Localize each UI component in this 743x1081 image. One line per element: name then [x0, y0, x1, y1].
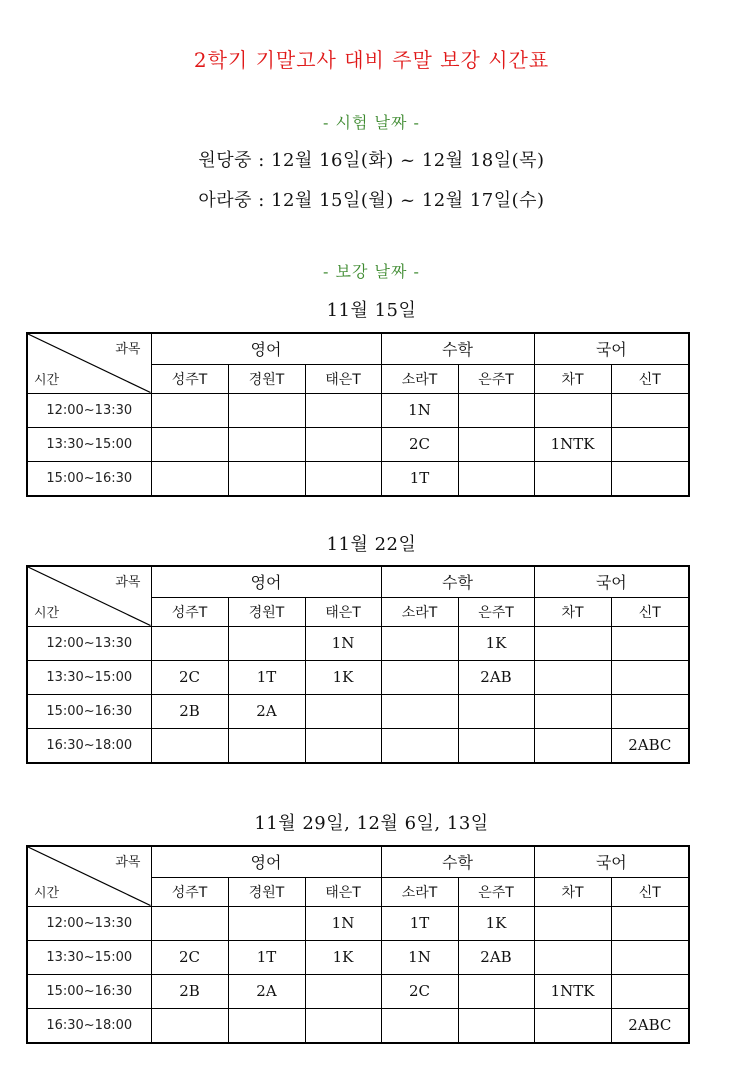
class-cell: [611, 940, 689, 974]
class-cell: 1T: [381, 461, 458, 496]
time-slot: 15:00~16:30: [27, 461, 151, 496]
class-cell: [381, 660, 458, 694]
class-cell: [305, 393, 381, 427]
table-row: [27, 974, 689, 1008]
table-row: [27, 940, 689, 974]
corner-header: [27, 846, 151, 906]
table-row: [27, 660, 689, 694]
class-cell: [305, 974, 381, 1008]
table-row: [27, 728, 689, 763]
class-cell: [228, 906, 305, 940]
class-cell: 2C: [151, 660, 228, 694]
teacher-header: 태은T: [305, 597, 381, 626]
class-cell: 1NTK: [534, 427, 611, 461]
schedule-date: 11월 15일: [326, 300, 417, 321]
class-cell: [151, 427, 228, 461]
class-cell: 1N: [381, 940, 458, 974]
class-cell: [151, 906, 228, 940]
class-cell: [381, 1008, 458, 1043]
class-cell: [534, 694, 611, 728]
class-cell: 2B: [151, 694, 228, 728]
class-cell: 1K: [305, 660, 381, 694]
class-cell: 2A: [228, 694, 305, 728]
class-cell: [305, 728, 381, 763]
time-slot: 12:00~13:30: [27, 626, 151, 660]
time-slot: 12:00~13:30: [27, 393, 151, 427]
time-slot: 13:30~15:00: [27, 660, 151, 694]
exam-date-line: 아라중 : 12월 15일(월) ~ 12월 17일(수): [198, 190, 545, 211]
class-cell: [534, 906, 611, 940]
corner-subject-label: 과목: [115, 342, 141, 357]
class-cell: [305, 1008, 381, 1043]
teacher-header: 태은T: [305, 364, 381, 393]
subject-header: 영어: [151, 566, 381, 597]
class-cell: [228, 1008, 305, 1043]
class-cell: 1T: [381, 906, 458, 940]
table-row: [27, 626, 689, 660]
subject-header: 국어: [534, 846, 689, 877]
teacher-header: 경원T: [228, 364, 305, 393]
teacher-header: 차T: [534, 877, 611, 906]
class-cell: [611, 427, 689, 461]
teacher-header: 은주T: [458, 877, 534, 906]
class-cell: 1NTK: [534, 974, 611, 1008]
corner-subject-label: 과목: [115, 855, 141, 870]
class-cell: [151, 461, 228, 496]
teacher-header: 차T: [534, 364, 611, 393]
corner-time-label: 시간: [34, 605, 60, 621]
class-cell: [305, 427, 381, 461]
time-slot: 16:30~18:00: [27, 1008, 151, 1043]
time-slot: 15:00~16:30: [27, 974, 151, 1008]
teacher-header: 신T: [611, 364, 689, 393]
corner-header: [27, 333, 151, 393]
class-cell: [458, 461, 534, 496]
class-cell: 1N: [305, 906, 381, 940]
teacher-header: 경원T: [228, 877, 305, 906]
teacher-header: 성주T: [151, 597, 228, 626]
class-cell: 1N: [381, 393, 458, 427]
class-cell: [611, 461, 689, 496]
teacher-header: 성주T: [151, 877, 228, 906]
class-cell: 2B: [151, 974, 228, 1008]
class-cell: [458, 393, 534, 427]
class-cell: [151, 626, 228, 660]
teacher-header: 경원T: [228, 597, 305, 626]
teacher-header: 은주T: [458, 597, 534, 626]
time-slot: 13:30~15:00: [27, 427, 151, 461]
class-cell: 2ABC: [611, 1008, 689, 1043]
subject-header: 수학: [381, 566, 534, 597]
teacher-header: 차T: [534, 597, 611, 626]
teacher-header: 소라T: [381, 364, 458, 393]
class-cell: [534, 626, 611, 660]
class-cell: [228, 393, 305, 427]
class-cell: [305, 694, 381, 728]
class-cell: [458, 427, 534, 461]
time-slot: 13:30~15:00: [27, 940, 151, 974]
class-cell: [611, 694, 689, 728]
exam-date-heading: - 시험 날짜 -: [323, 113, 420, 132]
class-cell: [151, 393, 228, 427]
corner-time-label: 시간: [34, 885, 60, 901]
corner-subject-label: 과목: [115, 575, 141, 590]
class-cell: 1N: [305, 626, 381, 660]
class-cell: 1K: [305, 940, 381, 974]
class-cell: 1T: [228, 660, 305, 694]
class-cell: 2AB: [458, 660, 534, 694]
class-cell: [611, 974, 689, 1008]
corner-time-label: 시간: [34, 372, 60, 388]
schedule-table: [26, 565, 690, 764]
class-cell: [151, 728, 228, 763]
table-row: [27, 1008, 689, 1043]
class-cell: [534, 461, 611, 496]
class-cell: 2C: [381, 427, 458, 461]
subject-header: 수학: [381, 846, 534, 877]
class-cell: [611, 626, 689, 660]
subject-header: 국어: [534, 333, 689, 364]
class-cell: [381, 626, 458, 660]
class-cell: [381, 694, 458, 728]
schedule-table: [26, 332, 690, 497]
class-cell: 1K: [458, 906, 534, 940]
exam-date-line: 원당중 : 12월 16일(화) ~ 12월 18일(목): [198, 150, 545, 171]
subject-header: 영어: [151, 846, 381, 877]
time-slot: 16:30~18:00: [27, 728, 151, 763]
time-slot: 12:00~13:30: [27, 906, 151, 940]
class-cell: 2AB: [458, 940, 534, 974]
class-cell: [228, 461, 305, 496]
table-row: [27, 694, 689, 728]
class-cell: [611, 906, 689, 940]
table-row: [27, 906, 689, 940]
class-cell: [458, 694, 534, 728]
class-cell: [534, 660, 611, 694]
supplement-date-heading: - 보강 날짜 -: [323, 262, 420, 281]
teacher-header: 성주T: [151, 364, 228, 393]
page-title: 2학기 기말고사 대비 주말 보강 시간표: [193, 48, 550, 72]
class-cell: 2C: [151, 940, 228, 974]
teacher-header: 신T: [611, 597, 689, 626]
subject-header: 수학: [381, 333, 534, 364]
schedule-date: 11월 29일, 12월 6일, 13일: [254, 813, 489, 834]
class-cell: [534, 1008, 611, 1043]
corner-header: [27, 566, 151, 626]
table-row: [27, 461, 689, 496]
subject-header: 영어: [151, 333, 381, 364]
teacher-header: 소라T: [381, 877, 458, 906]
teacher-header: 태은T: [305, 877, 381, 906]
class-cell: 1T: [228, 940, 305, 974]
class-cell: [458, 1008, 534, 1043]
class-cell: [381, 728, 458, 763]
class-cell: [534, 728, 611, 763]
class-cell: [458, 728, 534, 763]
class-cell: [611, 393, 689, 427]
class-cell: [534, 940, 611, 974]
class-cell: [458, 974, 534, 1008]
class-cell: 2A: [228, 974, 305, 1008]
class-cell: [228, 427, 305, 461]
teacher-header: 은주T: [458, 364, 534, 393]
subject-header: 국어: [534, 566, 689, 597]
teacher-header: 소라T: [381, 597, 458, 626]
class-cell: [305, 461, 381, 496]
class-cell: [534, 393, 611, 427]
table-row: [27, 393, 689, 427]
schedule-table: [26, 845, 690, 1044]
time-slot: 15:00~16:30: [27, 694, 151, 728]
schedule-date: 11월 22일: [326, 534, 417, 555]
class-cell: [228, 728, 305, 763]
class-cell: 1K: [458, 626, 534, 660]
teacher-header: 신T: [611, 877, 689, 906]
class-cell: [228, 626, 305, 660]
class-cell: 2ABC: [611, 728, 689, 763]
class-cell: [611, 660, 689, 694]
table-row: [27, 427, 689, 461]
class-cell: 2C: [381, 974, 458, 1008]
class-cell: [151, 1008, 228, 1043]
